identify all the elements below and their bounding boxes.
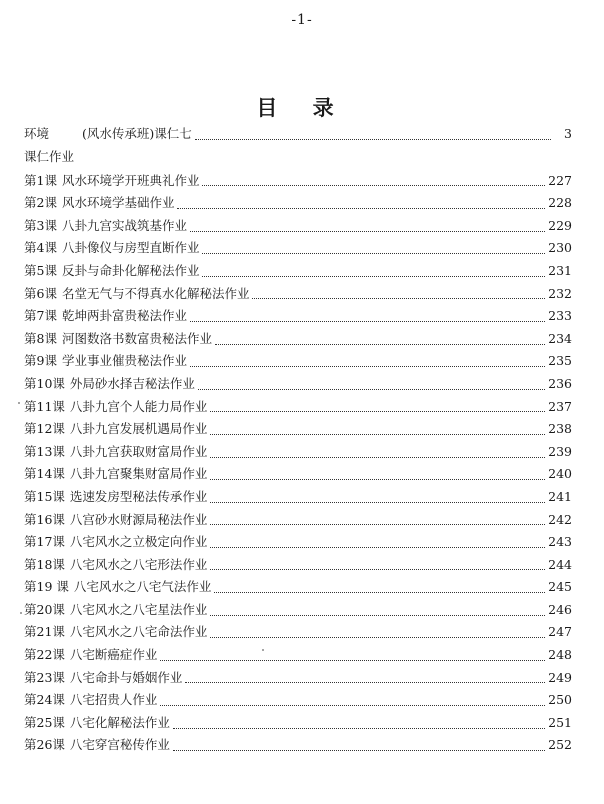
toc-entry-lesson: 第19 课 [24,579,69,595]
toc-entry-title: 风水环境学开班典礼作业 [61,172,200,188]
leader-dots [195,139,551,140]
toc-entry[interactable] [24,622,572,645]
toc-entry-title: 风水环境学基础作业 [61,195,175,211]
leader-dots [215,344,545,345]
toc-title: 目 录 [256,95,348,120]
toc-entry-title: 学业事业催贵秘法作业 [61,353,187,369]
toc-entry-title: 八卦九宫聚集财富局作业 [69,466,208,482]
leader-dots [210,479,545,480]
toc-entry-lesson: 第15课 [24,488,65,504]
toc-entry-lesson: 第24课 [24,692,65,708]
leader-dots [214,592,545,593]
toc-entry-lesson: 第26课 [24,737,65,753]
toc-entry-lesson: 第18课 [24,556,65,572]
toc-entry-page: 240 [548,466,572,482]
toc-entry[interactable] [24,532,572,555]
toc-entry-page: 252 [548,737,572,753]
toc-entry-title: (风水传承班)课仁七 [82,126,192,141]
toc-entry-page: 236 [548,375,572,391]
section-heading [24,147,572,171]
toc-entry-lesson: 第8课 [24,330,57,346]
toc-entry-page: 244 [548,556,572,572]
toc-entry-page: 231 [548,262,572,278]
leader-dots [190,231,545,232]
toc-entry-lesson: 第12课 [24,421,65,437]
leader-dots [210,637,545,638]
toc-entry[interactable] [24,374,572,397]
toc-entry[interactable] [24,713,572,736]
toc-entry-page: 248 [548,647,572,663]
toc-entry[interactable] [24,238,572,261]
scan-speck [262,649,264,651]
toc-entry-title: 八宅风水之立极定向作业 [69,534,208,550]
toc-entry-page: 234 [548,330,572,346]
leader-dots [160,705,545,706]
toc-entry[interactable] [24,261,572,284]
toc-entry-page: 241 [548,488,572,504]
toc-entry-page: 227 [548,172,572,188]
toc-entry[interactable] [24,735,572,758]
toc-entry-lesson: 第16课 [24,511,65,527]
toc-entry-page: 245 [548,579,572,595]
toc-entry-title: 八宅穿宫秘传作业 [69,737,170,753]
toc-entry[interactable] [24,193,572,216]
leader-dots [210,547,545,548]
toc-entry-page: 229 [548,217,572,233]
toc-entry-lesson: 第13课 [24,443,65,459]
toc-entry[interactable] [24,351,572,374]
toc-entry-page: 242 [548,511,572,527]
toc-entry-lesson: 第23课 [24,669,65,685]
toc-entry-title: 八卦像仪与房型直断作业 [61,240,200,256]
toc-entry-title: 名堂无气与不得真水化解秘法作业 [61,285,250,301]
toc-entry-lesson: 第11课 [24,398,65,414]
toc-entry-title: 河图数洛书数富贵秘法作业 [61,330,212,346]
toc-entry-lesson: 第22课 [24,647,65,663]
toc-entry-lesson: 第10课 [24,375,65,391]
toc-entry-page: 250 [548,692,572,708]
toc-entry-title: 八卦九宫获取财富局作业 [69,443,208,459]
toc-entry-page: 247 [548,624,572,640]
leader-dots [173,728,545,729]
toc-entry-page: 251 [548,714,572,730]
toc-entry-page: 233 [548,308,572,324]
toc-entry-title: 八宫砂水财源局秘法作业 [69,511,208,527]
toc-entry-lesson: 第7课 [24,308,57,324]
toc-entry-page: 237 [548,398,572,414]
toc-intro-entry[interactable] [24,124,572,147]
leader-dots [252,298,545,299]
leader-dots [210,411,545,412]
leader-dots [210,569,545,570]
toc-entry-title: 八宅风水之八宅形法作业 [69,556,208,572]
section-heading-text: 课仁作业 [24,148,75,164]
toc-entry-lesson: 第6课 [24,285,57,301]
leader-dots [202,276,545,277]
leader-dots [190,321,545,322]
toc-entry-title: 乾坤两卦富贵秘法作业 [61,308,187,324]
leader-dots [202,253,545,254]
toc-entry-title: 八宅风水之八宅气法作业 [73,579,212,595]
toc-entry[interactable] [24,645,572,668]
toc-entry-page: 243 [548,534,572,550]
toc-entry-page: 228 [548,195,572,211]
toc-entry-lesson: 第21课 [24,624,65,640]
leader-dots [198,389,545,390]
toc-entry[interactable] [24,216,572,239]
toc-entry-lesson: 第4课 [24,240,57,256]
toc-entry[interactable] [24,690,572,713]
scan-speck [18,402,20,404]
toc-entry-title: 八宅命卦与婚姻作业 [69,669,183,685]
toc-entry-page: 235 [548,353,572,369]
toc-entry-page: 246 [548,601,572,617]
toc-entry-title: 八卦九宫实战筑基作业 [61,217,187,233]
toc-entry[interactable] [24,487,572,510]
toc-entry-title: 选速发房型秘法传承作业 [69,488,208,504]
toc-entry-title: 八宅断癌症作业 [69,647,158,663]
toc-entry-title: 外局砂水择吉秘法作业 [69,375,195,391]
leader-dots [160,660,545,661]
leader-dots [210,615,545,616]
toc-entry-title: 八卦九宫个人能力局作业 [69,398,208,414]
leader-dots [177,208,545,209]
toc-entry-title: 八宅风水之八宅星法作业 [69,601,208,617]
toc-entry-title: 八宅风水之八宅命法作业 [69,624,208,640]
toc-entry-lesson: 第5课 [24,262,57,278]
toc-entry-page: 230 [548,240,572,256]
toc-entry[interactable] [24,419,572,442]
toc-entry-page: 249 [548,669,572,685]
toc-entry[interactable] [24,510,572,533]
toc-entry[interactable] [24,577,572,600]
toc-entry-lesson: 第3课 [24,217,57,233]
toc-entry-lesson: 第17课 [24,534,65,550]
leader-dots [210,524,545,525]
toc-entry-page: 232 [548,285,572,301]
toc-entry-lesson: 第2课 [24,195,57,211]
toc-entry[interactable] [24,171,572,194]
toc-entry[interactable] [24,397,572,420]
toc-entry[interactable] [24,555,572,578]
toc-entry-lesson: 第14课 [24,466,65,482]
toc-entry-title: 八卦九宫发展机遇局作业 [69,421,208,437]
toc-entry-lesson: 第9课 [24,353,57,369]
toc-entry[interactable] [24,600,572,623]
toc-entry-title: 反卦与命卦化解秘法作业 [61,262,200,278]
toc-entry[interactable] [24,464,572,487]
toc-entry[interactable] [24,329,572,352]
toc-entry-title: 八宅招贵人作业 [69,692,158,708]
toc-entry-title: 八宅化解秘法作业 [69,714,170,730]
leader-dots [173,750,545,751]
toc-entry-page: 239 [548,443,572,459]
toc-entry-list [24,171,572,758]
leader-dots [210,502,545,503]
toc-entry-page: 238 [548,421,572,437]
leader-dots [190,366,545,367]
page-number: -1- [291,12,313,28]
toc-entry-lesson: 第1课 [24,172,57,188]
toc-entry[interactable] [24,442,572,465]
scan-speck [20,612,22,614]
table-of-contents [24,124,572,758]
leader-dots [202,185,545,186]
toc-entry-page: 3 [564,126,572,141]
leader-dots [210,434,545,435]
toc-entry-lesson: 第20课 [24,601,65,617]
leader-dots [185,682,545,683]
leader-dots [210,457,545,458]
toc-entry-lesson: 第25课 [24,714,65,730]
toc-entry[interactable] [24,306,572,329]
toc-entry[interactable] [24,284,572,307]
toc-entry-lesson: 环境 [24,126,50,141]
toc-entry[interactable] [24,668,572,691]
